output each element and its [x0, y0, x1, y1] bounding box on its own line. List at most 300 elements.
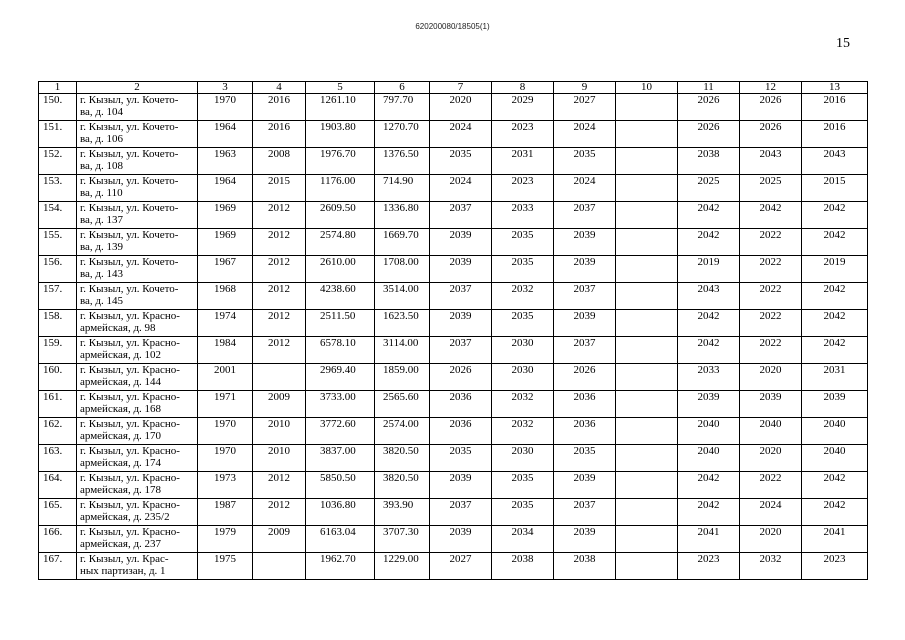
table-cell: 2022: [740, 310, 802, 337]
table-cell: 2574.80: [306, 229, 375, 256]
row-number-cell: 151.: [39, 121, 77, 148]
address-line: армейская, д. 168: [80, 403, 162, 415]
row-number-cell: 152.: [39, 148, 77, 175]
table-cell: 3837.00: [306, 445, 375, 472]
table-cell: 2033: [678, 364, 740, 391]
table-cell: 2026: [554, 364, 616, 391]
table-row: [39, 526, 868, 553]
address-line: г. Кызыл, ул. Красно-: [80, 418, 180, 430]
table-cell: 2026: [430, 364, 492, 391]
table-cell: 2010: [253, 445, 306, 472]
table-cell: 2009: [253, 526, 306, 553]
table-cell: 2036: [554, 418, 616, 445]
table-row: [39, 418, 868, 445]
table-cell: 2039: [678, 391, 740, 418]
table-cell: 2043: [678, 283, 740, 310]
data-table: [38, 81, 868, 580]
table-cell: [616, 256, 678, 283]
row-number-cell: 153.: [39, 175, 77, 202]
table-cell: 1970: [198, 94, 253, 121]
row-number-cell: 150.: [39, 94, 77, 121]
table-cell: 1970: [198, 418, 253, 445]
table-cell: [616, 499, 678, 526]
table-cell: 2012: [253, 337, 306, 364]
table-cell: [616, 364, 678, 391]
table-cell: 2027: [430, 553, 492, 580]
table-cell: [616, 391, 678, 418]
address-cell: [77, 175, 198, 202]
table-cell: 3820.50: [375, 472, 430, 499]
table-cell: 2036: [554, 391, 616, 418]
table-cell: 1336.80: [375, 202, 430, 229]
table-cell: 2035: [492, 256, 554, 283]
table-cell: 2035: [430, 148, 492, 175]
column-header: 4: [253, 82, 306, 94]
table-cell: [253, 364, 306, 391]
row-number-cell: 167.: [39, 553, 77, 580]
address-line: ва, д. 106: [80, 133, 124, 145]
table-cell: [616, 94, 678, 121]
table-cell: 2027: [554, 94, 616, 121]
table-cell: 2042: [802, 499, 868, 526]
table-cell: 2025: [740, 175, 802, 202]
table-row: [39, 283, 868, 310]
table-cell: 2039: [740, 391, 802, 418]
table-cell: 2024: [554, 175, 616, 202]
table-cell: 2023: [492, 175, 554, 202]
table-cell: 3114.00: [375, 337, 430, 364]
table-cell: 1964: [198, 121, 253, 148]
table-cell: 1971: [198, 391, 253, 418]
table-cell: 2037: [430, 283, 492, 310]
address-line: г. Кызыл, ул. Красно-: [80, 526, 180, 538]
table-cell: 2031: [802, 364, 868, 391]
table-cell: 2019: [678, 256, 740, 283]
table-cell: 2001: [198, 364, 253, 391]
table-cell: 714.90: [375, 175, 430, 202]
table-cell: 2037: [430, 202, 492, 229]
table-cell: 2023: [802, 553, 868, 580]
table-row: [39, 94, 868, 121]
document-id: 620200080/18505(1): [415, 22, 490, 31]
table-cell: 2020: [740, 445, 802, 472]
table-cell: 2511.50: [306, 310, 375, 337]
table-cell: 1270.70: [375, 121, 430, 148]
table-cell: 2012: [253, 472, 306, 499]
row-number-cell: 159.: [39, 337, 77, 364]
table-cell: 1987: [198, 499, 253, 526]
table-cell: 2037: [554, 337, 616, 364]
table-row: [39, 148, 868, 175]
table-cell: 2022: [740, 472, 802, 499]
address-line: армейская, д. 102: [80, 349, 162, 361]
table-cell: 2042: [678, 229, 740, 256]
table-cell: 1669.70: [375, 229, 430, 256]
row-number-cell: 154.: [39, 202, 77, 229]
address-cell: [77, 418, 198, 445]
table-row: [39, 229, 868, 256]
table-cell: 2016: [802, 121, 868, 148]
table-cell: 2015: [253, 175, 306, 202]
table-body: [39, 94, 868, 580]
table-cell: 1974: [198, 310, 253, 337]
table-cell: 2610.00: [306, 256, 375, 283]
table-cell: 2038: [678, 148, 740, 175]
table-cell: 2012: [253, 499, 306, 526]
address-cell: [77, 526, 198, 553]
address-line: г. Кызыл, ул. Кочето-: [80, 256, 179, 268]
column-header: 12: [740, 82, 802, 94]
table-cell: 1261.10: [306, 94, 375, 121]
table-cell: 1963: [198, 148, 253, 175]
address-line: г. Кызыл, ул. Красно-: [80, 364, 180, 376]
table-cell: 2038: [492, 553, 554, 580]
table-cell: 2043: [802, 148, 868, 175]
address-cell: [77, 337, 198, 364]
table-cell: 2032: [492, 391, 554, 418]
row-number-cell: 162.: [39, 418, 77, 445]
table-cell: 2040: [802, 445, 868, 472]
table-cell: 2022: [740, 283, 802, 310]
address-line: г. Кызыл, ул. Красно-: [80, 472, 180, 484]
table-cell: 1964: [198, 175, 253, 202]
table-cell: 2037: [430, 499, 492, 526]
address-line: ва, д. 145: [80, 295, 124, 307]
table-cell: [616, 418, 678, 445]
table-cell: 2008: [253, 148, 306, 175]
table-cell: 3820.50: [375, 445, 430, 472]
address-line: г. Кызыл, ул. Кочето-: [80, 283, 179, 295]
table-cell: 1969: [198, 202, 253, 229]
address-cell: [77, 364, 198, 391]
address-cell: [77, 283, 198, 310]
table-cell: 1975: [198, 553, 253, 580]
address-line: г. Кызыл, ул. Кочето-: [80, 175, 179, 187]
table-cell: 2022: [740, 337, 802, 364]
address-line: г. Кызыл, ул. Кочето-: [80, 229, 179, 241]
address-cell: [77, 553, 198, 580]
address-line: г. Кызыл, ул. Кочето-: [80, 202, 179, 214]
column-header: 9: [554, 82, 616, 94]
table-cell: [616, 229, 678, 256]
table-cell: 2037: [554, 499, 616, 526]
address-line: г. Кызыл, ул. Кочето-: [80, 148, 179, 160]
table-row: [39, 175, 868, 202]
address-line: ва, д. 137: [80, 214, 124, 226]
address-line: г. Кызыл, ул. Красно-: [80, 445, 180, 457]
table-cell: 2035: [492, 499, 554, 526]
table-cell: [616, 445, 678, 472]
table-cell: 2609.50: [306, 202, 375, 229]
table-row: [39, 472, 868, 499]
table-cell: [616, 202, 678, 229]
table-cell: 2565.60: [375, 391, 430, 418]
table-cell: 2039: [554, 229, 616, 256]
column-header: 8: [492, 82, 554, 94]
table-cell: 2043: [740, 148, 802, 175]
table-cell: 1859.00: [375, 364, 430, 391]
table-cell: 1376.50: [375, 148, 430, 175]
row-number-cell: 155.: [39, 229, 77, 256]
table-cell: 3772.60: [306, 418, 375, 445]
address-line: ва, д. 110: [80, 187, 123, 199]
address-cell: [77, 499, 198, 526]
table-cell: [616, 121, 678, 148]
table-cell: 2009: [253, 391, 306, 418]
table-cell: [616, 472, 678, 499]
table-cell: 2035: [492, 472, 554, 499]
address-line: г. Кызыл, ул. Красно-: [80, 337, 180, 349]
table-cell: 393.90: [375, 499, 430, 526]
address-cell: [77, 202, 198, 229]
table-cell: 2024: [554, 121, 616, 148]
table-cell: [616, 175, 678, 202]
address-line: ва, д. 104: [80, 106, 124, 118]
table-cell: 2029: [492, 94, 554, 121]
address-cell: [77, 472, 198, 499]
table-row: [39, 445, 868, 472]
address-line: армейская, д. 178: [80, 484, 162, 496]
table-cell: 2015: [802, 175, 868, 202]
table-cell: 2042: [740, 202, 802, 229]
column-header-row: [39, 82, 868, 94]
address-cell: [77, 445, 198, 472]
address-cell: [77, 94, 198, 121]
table-row: [39, 256, 868, 283]
table-cell: 2012: [253, 229, 306, 256]
table-cell: [616, 283, 678, 310]
table-cell: 2039: [430, 310, 492, 337]
table-cell: 1976.70: [306, 148, 375, 175]
table-cell: 6163.04: [306, 526, 375, 553]
table-row: [39, 499, 868, 526]
row-number-cell: 166.: [39, 526, 77, 553]
address-line: г. Кызыл, ул. Кочето-: [80, 94, 179, 106]
address-cell: [77, 229, 198, 256]
table-cell: 1903.80: [306, 121, 375, 148]
table-cell: 2042: [802, 337, 868, 364]
table-cell: 1973: [198, 472, 253, 499]
row-number-cell: 161.: [39, 391, 77, 418]
row-number-cell: 160.: [39, 364, 77, 391]
table-cell: 797.70: [375, 94, 430, 121]
table-row: [39, 364, 868, 391]
address-line: ных партизан, д. 1: [80, 565, 166, 577]
table-cell: 2042: [802, 283, 868, 310]
table-cell: 2040: [678, 445, 740, 472]
table-cell: 2037: [554, 202, 616, 229]
table-cell: 1970: [198, 445, 253, 472]
table-cell: 4238.60: [306, 283, 375, 310]
table-cell: 1979: [198, 526, 253, 553]
table-cell: [616, 526, 678, 553]
address-cell: [77, 310, 198, 337]
column-header: 2: [77, 82, 198, 94]
table-cell: 2042: [802, 310, 868, 337]
address-line: ва, д. 108: [80, 160, 124, 172]
column-header: 5: [306, 82, 375, 94]
table-cell: 5850.50: [306, 472, 375, 499]
table-cell: 2012: [253, 283, 306, 310]
table-cell: 2035: [492, 229, 554, 256]
table-cell: 2023: [678, 553, 740, 580]
table-cell: 2042: [678, 499, 740, 526]
address-line: армейская, д. 144: [80, 376, 162, 388]
table-cell: 1984: [198, 337, 253, 364]
table-cell: 2030: [492, 364, 554, 391]
table-cell: 2040: [678, 418, 740, 445]
address-cell: [77, 391, 198, 418]
table-cell: 2022: [740, 256, 802, 283]
table-cell: 2035: [554, 148, 616, 175]
table-cell: 2039: [554, 472, 616, 499]
table-cell: 1036.80: [306, 499, 375, 526]
table-cell: 2020: [740, 526, 802, 553]
table-cell: 2039: [430, 229, 492, 256]
table-cell: 2026: [740, 94, 802, 121]
address-line: г. Кызыл, ул. Красно-: [80, 310, 180, 322]
address-line: армейская, д. 170: [80, 430, 162, 442]
table-cell: 1708.00: [375, 256, 430, 283]
row-number-cell: 164.: [39, 472, 77, 499]
table-cell: 2016: [802, 94, 868, 121]
table-cell: 2039: [554, 310, 616, 337]
table-cell: 1176.00: [306, 175, 375, 202]
address-line: армейская, д. 174: [80, 457, 162, 469]
address-cell: [77, 121, 198, 148]
row-number-cell: 163.: [39, 445, 77, 472]
table-cell: 2031: [492, 148, 554, 175]
table-cell: [616, 148, 678, 175]
address-line: г. Кызыл, ул. Крас-: [80, 553, 169, 565]
table-cell: 2042: [678, 310, 740, 337]
column-header: 13: [802, 82, 868, 94]
table-cell: 2037: [430, 337, 492, 364]
table-cell: 2039: [802, 391, 868, 418]
table-cell: 2035: [492, 310, 554, 337]
table-row: [39, 310, 868, 337]
table-cell: 2042: [802, 472, 868, 499]
table-cell: 2036: [430, 391, 492, 418]
table-cell: 2969.40: [306, 364, 375, 391]
table-cell: [616, 553, 678, 580]
table-cell: 2016: [253, 94, 306, 121]
table-cell: 2025: [678, 175, 740, 202]
table-cell: 2040: [740, 418, 802, 445]
table-row: [39, 337, 868, 364]
table-cell: 2041: [802, 526, 868, 553]
table-cell: 2039: [554, 526, 616, 553]
table-cell: 1967: [198, 256, 253, 283]
table-cell: [616, 337, 678, 364]
table-cell: 2574.00: [375, 418, 430, 445]
table-cell: 2039: [554, 256, 616, 283]
table-cell: 2042: [802, 202, 868, 229]
table-cell: 2030: [492, 337, 554, 364]
table-cell: 2039: [430, 256, 492, 283]
table-cell: 2023: [492, 121, 554, 148]
table-cell: 2032: [740, 553, 802, 580]
table-cell: 2040: [802, 418, 868, 445]
column-header: 11: [678, 82, 740, 94]
table-cell: 2016: [253, 121, 306, 148]
table-cell: 3733.00: [306, 391, 375, 418]
table-cell: 2041: [678, 526, 740, 553]
address-line: г. Кызыл, ул. Красно-: [80, 391, 180, 403]
page-number: 15: [836, 36, 850, 51]
table-cell: 2026: [740, 121, 802, 148]
address-line: армейская, д. 98: [80, 322, 156, 334]
table-cell: 2012: [253, 202, 306, 229]
table-cell: 2032: [492, 283, 554, 310]
table-row: [39, 202, 868, 229]
column-header: 6: [375, 82, 430, 94]
table-cell: 2035: [554, 445, 616, 472]
address-line: г. Кызыл, ул. Красно-: [80, 499, 180, 511]
table-cell: 1962.70: [306, 553, 375, 580]
table-cell: 2034: [492, 526, 554, 553]
table-cell: 2042: [678, 202, 740, 229]
table-cell: 2036: [430, 418, 492, 445]
table-row: [39, 553, 868, 580]
table-cell: 2010: [253, 418, 306, 445]
table-cell: 6578.10: [306, 337, 375, 364]
column-header: 1: [39, 82, 77, 94]
table-cell: 2020: [740, 364, 802, 391]
table-cell: 2012: [253, 256, 306, 283]
table-cell: 1969: [198, 229, 253, 256]
address-line: ва, д. 139: [80, 241, 124, 253]
table-cell: 2026: [678, 94, 740, 121]
column-header: 10: [616, 82, 678, 94]
table-cell: 1623.50: [375, 310, 430, 337]
table-cell: 2035: [430, 445, 492, 472]
table-cell: 3707.30: [375, 526, 430, 553]
column-header: 7: [430, 82, 492, 94]
address-cell: [77, 256, 198, 283]
table-cell: [616, 310, 678, 337]
table-cell: 2024: [430, 175, 492, 202]
table-cell: 2019: [802, 256, 868, 283]
row-number-cell: 156.: [39, 256, 77, 283]
table-cell: 2039: [430, 472, 492, 499]
column-header: 3: [198, 82, 253, 94]
table-cell: 2024: [740, 499, 802, 526]
table-cell: 2030: [492, 445, 554, 472]
table-cell: 2026: [678, 121, 740, 148]
table-cell: 2042: [678, 337, 740, 364]
table-cell: 2033: [492, 202, 554, 229]
row-number-cell: 165.: [39, 499, 77, 526]
table-cell: 1229.00: [375, 553, 430, 580]
table-cell: 2032: [492, 418, 554, 445]
row-number-cell: 157.: [39, 283, 77, 310]
table-cell: 2042: [802, 229, 868, 256]
address-cell: [77, 148, 198, 175]
table-row: [39, 121, 868, 148]
table-cell: [253, 553, 306, 580]
table-cell: 2012: [253, 310, 306, 337]
table-row: [39, 391, 868, 418]
table-cell: 2037: [554, 283, 616, 310]
table-cell: 2020: [430, 94, 492, 121]
table-cell: 2038: [554, 553, 616, 580]
table-cell: 2042: [678, 472, 740, 499]
address-line: г. Кызыл, ул. Кочето-: [80, 121, 179, 133]
table-cell: 2022: [740, 229, 802, 256]
table-cell: 2039: [430, 526, 492, 553]
row-number-cell: 158.: [39, 310, 77, 337]
